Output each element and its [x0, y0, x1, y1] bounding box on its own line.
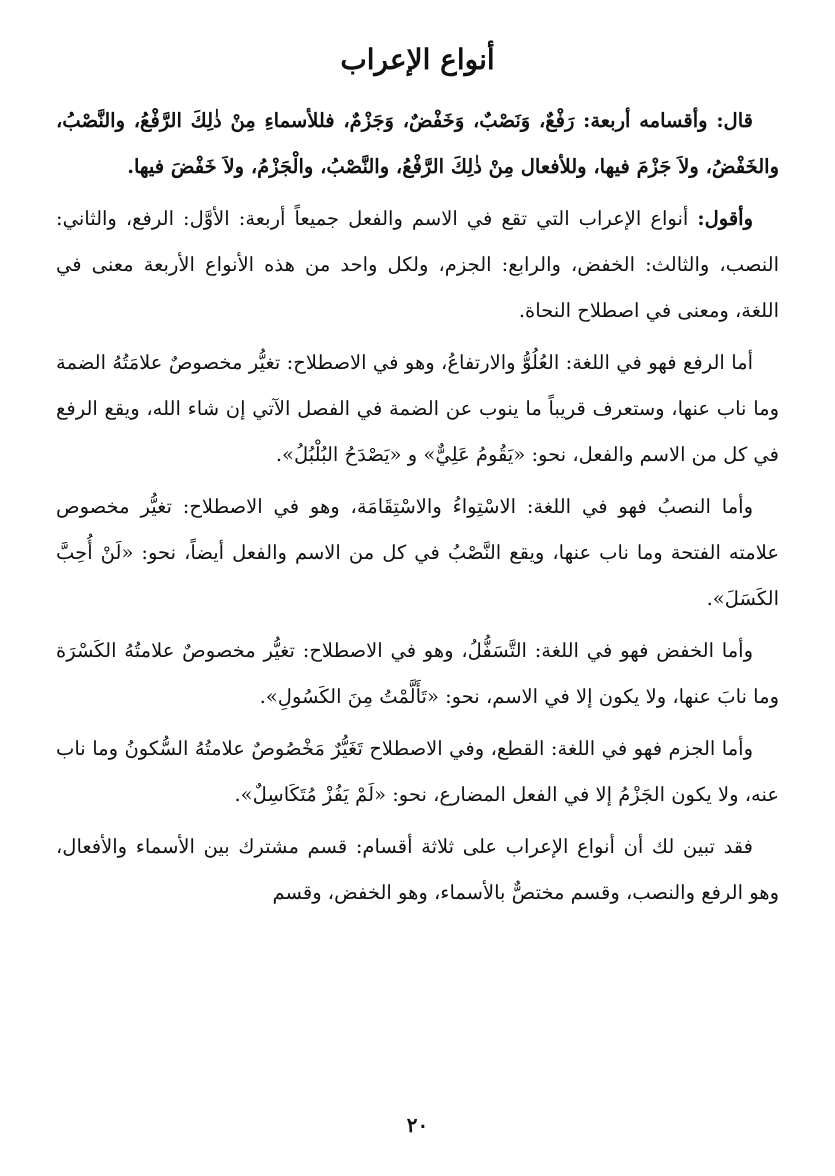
paragraph-jazm — [56, 726, 779, 818]
paragraph-matn — [56, 98, 779, 190]
paragraph-text: وأما الجزم فهو في اللغة: القطع، وفي الاصطلاح تَغَيُّرٌ مَخْصُوصٌ علامتُهُ السُّكونُ وما ناب عنه، ولا يكون الجَزْمُ إلا في الفعل المضارع، نحو: «لَمْ يَفُزْ مُتَكَاسِلٌ». — [56, 737, 779, 806]
paragraph-raf — [56, 340, 779, 478]
paragraph-text: أما الرفع فهو في اللغة: العُلُوُّ والارتفاعُ، وهو في الاصطلاح: تغيُّر مخصوصٌ علامَتُهُ الضمة وما ناب عنها، وستعرف قريباً ما ينوب عن الضمة في الفصل الآتي إن شاء الله، ويقع الرفع في كل من الاسم والفعل، نحو: «يَقُومُ عَلِيٌّ» و «يَصْدَحُ البُلْبُلُ». — [56, 351, 779, 466]
paragraph-lead: وأقول: — [697, 207, 753, 230]
paragraph-text: وأما الخفض فهو في اللغة: التَّسَفُّلُ، وهو في الاصطلاح: تغيُّر مخصوصٌ علامتُهُ الكَسْرَة وما نابَ عنها، ولا يكون إلا في الاسم، نحو: «تَأَلَّمْتُ مِنَ الكَسُولِ». — [56, 639, 779, 708]
paragraph-text: وأما النصبُ فهو في اللغة: الاسْتِواءُ والاسْتِقَامَة، وهو في الاصطلاح: تغيُّر مخصوص علامته الفتحة وما ناب عنها، ويقع النَّصْبُ في كل من الاسم والفعل أيضاً، نحو: «لَنْ أُحِبَّ الكَسَلَ». — [56, 495, 779, 610]
paragraph-lead: قال: — [716, 109, 753, 132]
paragraph-khafd — [56, 628, 779, 720]
page-number: ٢٠ — [406, 1113, 429, 1137]
paragraph-nasb — [56, 484, 779, 622]
page-title: أنواع الإعراب — [340, 43, 495, 76]
paragraph-commentary — [56, 196, 779, 334]
paragraph-text: أنواع الإعراب التي تقع في الاسم والفعل جميعاً أربعة: الأوَّل: الرفع، والثاني: النصب، والثالث: الخفض، والرابع: الجزم، ولكل واحد من هذه الأنواع الأربعة معنى في اللغة، ومعنى في اصطلاح النحاة. — [56, 207, 779, 322]
paragraph-text: فقد تبين لك أن أنواع الإعراب على ثلاثة أقسام: قسم مشترك بين الأسماء والأفعال، وهو الرفع والنصب، وقسم مختصٌّ بالأسماء، وهو الخفض، وقسم — [56, 835, 779, 904]
paragraph-text: وأقسامه أربعة: رَفْعٌ، وَنَصْبٌ، وَخَفْضٌ، وَجَزْمٌ، فللأسماءِ مِنْ ذٰلِكَ الرَّفْعُ، والنَّصْبُ، والخَفْضُ، ولاَ جَزْمَ فيها، وللأفعال مِنْ ذٰلِكَ الرَّفْعُ، والنَّصْبُ، والْجَزْمُ، ولاَ خَفْضَ فيها. — [56, 109, 779, 178]
paragraph-summary — [56, 824, 779, 916]
